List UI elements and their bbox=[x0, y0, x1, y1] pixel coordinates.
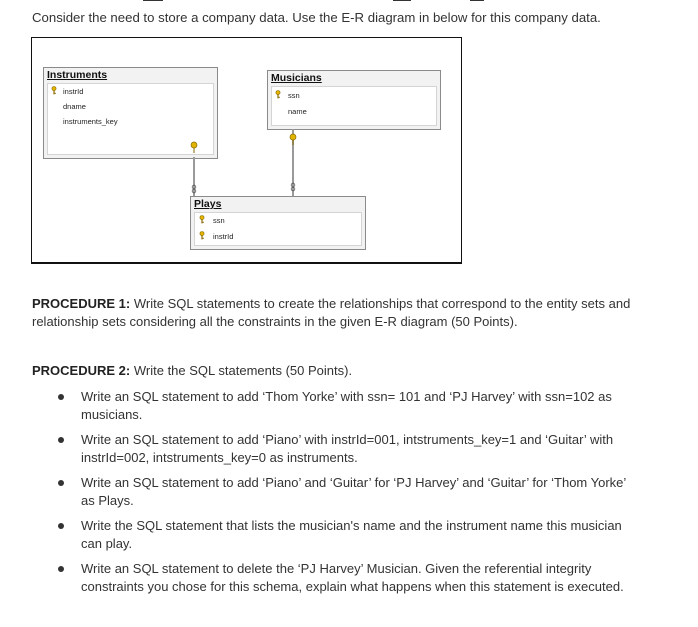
procedure-2-text: Write the SQL statements (50 Points). bbox=[130, 363, 353, 378]
divider bbox=[31, 262, 462, 264]
bullet bbox=[58, 523, 64, 529]
relationship-musicians-plays bbox=[290, 129, 296, 196]
intro-text: Consider the need to store a company data. Use the E-R diagram in below for this company data. bbox=[32, 10, 601, 25]
procedure-1-label: PROCEDURE 1: bbox=[32, 296, 131, 311]
task-text: Write the SQL statement that lists the musician's name and the instrument name this musician can play. bbox=[81, 518, 622, 551]
attr-ssn: ssn bbox=[288, 91, 300, 100]
procedure-2-label: PROCEDURE 2: bbox=[32, 363, 131, 378]
cropped-previous-text bbox=[0, 0, 698, 4]
task-text: Write an SQL statement to delete the ‘PJ Harvey’ Musician. Given the referential integrity constraints you chose for this schema, explain what happens when this statement is executed. bbox=[81, 561, 624, 594]
one-end-key-icon bbox=[191, 142, 197, 153]
bullet bbox=[58, 437, 64, 443]
attr-ssn: ssn bbox=[213, 216, 225, 225]
entity-title: Instruments bbox=[47, 69, 108, 81]
bullet bbox=[58, 394, 64, 400]
attr-instrid: instrId bbox=[213, 232, 234, 241]
procedure-2 bbox=[32, 363, 352, 378]
bullet bbox=[58, 566, 64, 572]
task-text: Write an SQL statement to add ‘Thom Yorke’ with ssn= 101 and ‘PJ Harvey’ with ssn=102 as musicians. bbox=[81, 389, 612, 422]
entity-title: Plays bbox=[194, 198, 222, 210]
attr-dname: dname bbox=[63, 102, 86, 111]
relationship-instruments-plays bbox=[191, 142, 197, 196]
task-text: Write an SQL statement to add ‘Piano’ with instrId=001, intstruments_key=1 and ‘Guitar’ with instrId=002, intstruments_key=0 as instruments. bbox=[81, 432, 614, 465]
procedure-1 bbox=[32, 295, 662, 331]
bullet bbox=[58, 480, 64, 486]
attr-instruments-key: instruments_key bbox=[63, 117, 118, 126]
attr-name: name bbox=[288, 107, 307, 116]
procedure-1-text: Write SQL statements to create the relationships that correspond to the entity sets and relationship sets considering all the constraints in the given E-R diagram (50 Points). bbox=[32, 296, 631, 329]
one-end-key-icon bbox=[290, 134, 296, 145]
relationship-lines bbox=[32, 38, 461, 262]
entity-title: Musicians bbox=[271, 72, 322, 84]
attr-instrid: instrId bbox=[63, 87, 84, 96]
task-text: Write an SQL statement to add ‘Piano’ and ‘Guitar’ for ‘PJ Harvey’ and ‘Guitar’ for ‘Thom Yorke’ as Plays. bbox=[81, 475, 626, 508]
er-diagram bbox=[31, 37, 462, 263]
